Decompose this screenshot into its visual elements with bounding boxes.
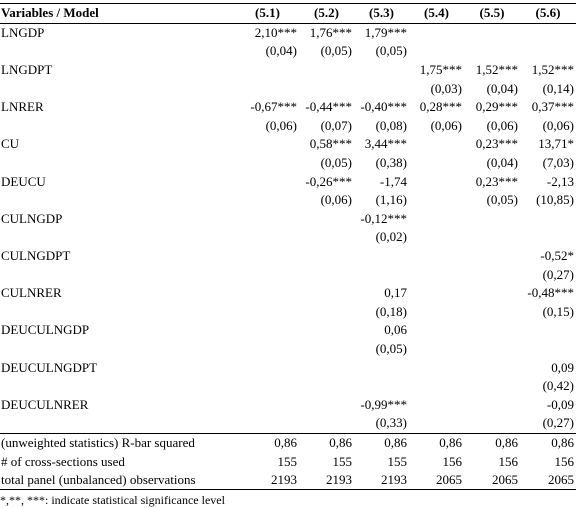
header-row [0, 4, 576, 24]
cell-model-1 [236, 284, 299, 303]
cell-model-2 [299, 395, 354, 414]
stderr-row [0, 117, 576, 136]
cell-model-4 [409, 377, 464, 396]
header-variables-model: Variables / Model [0, 4, 236, 24]
row-label [0, 154, 236, 173]
stderr-row [0, 42, 576, 61]
row-label: CU [1, 136, 20, 152]
cell-model-2 [299, 210, 354, 229]
stderr-row [0, 414, 576, 433]
coefficient-row [0, 247, 576, 266]
cell-model-2 [299, 321, 354, 340]
cell-model-3: (0,18) [375, 303, 407, 319]
cell-model-5 [464, 284, 520, 303]
footnote: *,**, ***: indicate statistical significance level [0, 493, 225, 507]
cell-model-5 [464, 395, 520, 414]
header-model-5-4: (5.4) [409, 4, 464, 24]
cell-model-4 [409, 321, 464, 340]
cell-model-6 [520, 340, 576, 359]
cell-model-5: (0,06) [486, 117, 518, 133]
cell-model-3: 0,86 [354, 433, 409, 452]
cell-model-2 [299, 303, 354, 322]
coefficient-row [0, 210, 576, 229]
cell-model-5 [464, 414, 520, 433]
cell-model-2: (0,07) [320, 117, 352, 133]
cell-model-2: 1,76*** [309, 24, 352, 40]
cell-model-5: 0,23*** [475, 136, 518, 152]
cell-model-3: (0,38) [375, 155, 407, 171]
cell-model-6: (10,85) [536, 192, 574, 208]
row-label: DEUCULNGDPT [1, 359, 98, 375]
cell-model-2: 0,58*** [309, 136, 352, 152]
cell-model-2: 155 [332, 453, 352, 469]
row-label: total panel (unbalanced) observations [0, 471, 236, 490]
stderr-row [0, 265, 576, 284]
cell-model-4 [409, 358, 464, 377]
cell-model-5: (0,05) [486, 192, 518, 208]
cell-model-2 [299, 228, 354, 247]
cell-model-3: (0,33) [375, 415, 407, 431]
cell-model-4: 0,86 [409, 433, 464, 452]
cell-model-2: 0,86 [299, 433, 354, 452]
row-label: # of cross-sections used [1, 453, 125, 469]
cell-model-6: 156 [554, 453, 574, 469]
cell-model-1 [236, 358, 299, 377]
header-model-5-2: (5.2) [299, 4, 354, 24]
row-label [0, 191, 236, 210]
cell-model-6: (7,03) [542, 155, 574, 171]
cell-model-2: (0,05) [320, 43, 352, 59]
cell-model-5 [464, 358, 520, 377]
cell-model-6: (0,06) [542, 117, 574, 133]
cell-model-3: -0,99*** [360, 396, 407, 412]
cell-model-2 [299, 340, 354, 359]
cell-model-2: -0,26*** [305, 173, 352, 189]
cell-model-3 [354, 247, 409, 266]
cell-model-6: (0,14) [542, 80, 574, 96]
cell-model-4 [409, 42, 464, 61]
cell-model-1 [236, 265, 299, 284]
coefficient-row [0, 321, 576, 340]
cell-model-6: -0,48*** [527, 285, 574, 301]
cell-model-5 [464, 265, 520, 284]
cell-model-4 [409, 247, 464, 266]
cell-model-4 [409, 414, 464, 433]
cell-model-1 [236, 154, 299, 173]
cell-model-4 [409, 265, 464, 284]
coefficient-row [0, 61, 576, 80]
cell-model-1: -0,67*** [250, 99, 297, 115]
cell-model-5: 1,52*** [475, 62, 518, 78]
row-label [0, 265, 236, 284]
cell-model-4 [409, 172, 464, 191]
cell-model-1: 2,10*** [254, 24, 297, 40]
cell-model-1 [236, 377, 299, 396]
cell-model-3: 0,06 [384, 322, 407, 338]
cell-model-6: 0,86 [520, 433, 576, 452]
cell-model-1 [236, 61, 299, 80]
cell-model-5: (0,04) [486, 80, 518, 96]
cell-model-1: 0,86 [236, 433, 299, 452]
row-label: (unweighted statistics) R-bar squared [0, 433, 236, 452]
row-label: LNGDP [1, 24, 45, 40]
coefficient-row [0, 395, 576, 414]
cell-model-6 [520, 210, 576, 229]
cell-model-5: 0,23*** [475, 173, 518, 189]
cell-model-3: -1,74 [379, 173, 407, 189]
cell-model-5: 2065 [464, 471, 520, 490]
stderr-row [0, 191, 576, 210]
cell-model-1: (0,04) [265, 43, 297, 59]
header-model-5-1: (5.1) [236, 4, 299, 24]
coefficient-row [0, 23, 576, 42]
cell-model-3: 0,17 [384, 285, 407, 301]
cell-model-2 [299, 79, 354, 98]
cell-model-5: (0,04) [486, 155, 518, 171]
cell-model-3: (0,05) [375, 43, 407, 59]
cell-model-3: -0,40*** [360, 99, 407, 115]
row-label [0, 414, 236, 433]
cell-model-4: 1,75*** [419, 62, 462, 78]
cell-model-1: 2193 [236, 471, 299, 490]
cell-model-3 [354, 377, 409, 396]
header-model-5-3: (5.3) [354, 4, 409, 24]
row-label: CULNGDP [1, 210, 63, 226]
row-label: DEUCU [1, 173, 46, 189]
cell-model-4: 0,28*** [419, 99, 462, 115]
row-label: DEUCULNGDP [1, 322, 90, 338]
header-model-5-5: (5.5) [464, 4, 520, 24]
cell-model-4 [409, 284, 464, 303]
cell-model-6: (0,42) [542, 378, 574, 394]
cell-model-1: (0,06) [265, 117, 297, 133]
cell-model-6: -0,09 [546, 396, 574, 412]
cell-model-3: (0,08) [375, 117, 407, 133]
regression-table [0, 3, 576, 490]
coefficient-row [0, 135, 576, 154]
cell-model-5: 0,29*** [475, 99, 518, 115]
cell-model-2 [299, 358, 354, 377]
cell-model-6: (0,15) [542, 303, 574, 319]
cell-model-5 [464, 321, 520, 340]
row-label [0, 340, 236, 359]
row-label [0, 79, 236, 98]
cell-model-1 [236, 191, 299, 210]
cell-model-3: -0,12*** [360, 210, 407, 226]
statistic-row [0, 452, 576, 471]
cell-model-4 [409, 303, 464, 322]
cell-model-4: (0,03) [430, 80, 462, 96]
cell-model-1 [236, 135, 299, 154]
cell-model-6 [520, 23, 576, 42]
cell-model-4 [409, 340, 464, 359]
cell-model-2 [299, 61, 354, 80]
row-label [0, 42, 236, 61]
cell-model-3: 155 [387, 453, 407, 469]
cell-model-3: 1,79*** [364, 24, 407, 40]
stderr-row [0, 228, 576, 247]
stderr-row [0, 340, 576, 359]
statistic-row [0, 471, 576, 490]
cell-model-2 [299, 377, 354, 396]
cell-model-4 [409, 191, 464, 210]
stderr-row [0, 377, 576, 396]
cell-model-1 [236, 172, 299, 191]
stderr-row [0, 154, 576, 173]
cell-model-6: 13,71* [538, 136, 574, 152]
cell-model-6 [520, 321, 576, 340]
row-label [0, 303, 236, 322]
cell-model-3 [354, 358, 409, 377]
cell-model-3 [354, 61, 409, 80]
cell-model-1 [236, 395, 299, 414]
cell-model-6: -2,13 [546, 173, 574, 189]
statistic-row [0, 433, 576, 452]
cell-model-6: 0,37*** [531, 99, 574, 115]
coefficient-row [0, 358, 576, 377]
row-label [0, 117, 236, 136]
row-label: DEUCULNRER [1, 396, 89, 412]
cell-model-5 [464, 42, 520, 61]
cell-model-4 [409, 23, 464, 42]
coefficient-row [0, 284, 576, 303]
cell-model-1 [236, 321, 299, 340]
stderr-row [0, 303, 576, 322]
cell-model-2 [299, 247, 354, 266]
row-label: CULNRER [1, 285, 62, 301]
cell-model-2: (0,06) [320, 192, 352, 208]
row-label [0, 377, 236, 396]
cell-model-1 [236, 210, 299, 229]
cell-model-3: (0,05) [375, 340, 407, 356]
cell-model-6: (0,27) [542, 266, 574, 282]
cell-model-1 [236, 340, 299, 359]
cell-model-1: 155 [277, 453, 297, 469]
cell-model-6 [520, 228, 576, 247]
cell-model-5 [464, 228, 520, 247]
cell-model-3 [354, 265, 409, 284]
cell-model-5 [464, 303, 520, 322]
cell-model-3 [354, 79, 409, 98]
coefficient-row [0, 98, 576, 117]
row-label: LNRER [1, 99, 44, 115]
cell-model-1 [236, 247, 299, 266]
cell-model-3: (0,02) [375, 229, 407, 245]
cell-model-6: (0,27) [542, 415, 574, 431]
cell-model-5 [464, 340, 520, 359]
cell-model-2: -0,44*** [305, 99, 352, 115]
cell-model-6: -0,52* [540, 248, 574, 264]
cell-model-4: (0,06) [430, 117, 462, 133]
cell-model-6: 2065 [520, 471, 576, 490]
table-body [0, 23, 576, 490]
cell-model-1 [236, 303, 299, 322]
cell-model-4: 2065 [409, 471, 464, 490]
cell-model-2 [299, 414, 354, 433]
cell-model-5 [464, 210, 520, 229]
cell-model-1 [236, 228, 299, 247]
cell-model-1 [236, 414, 299, 433]
cell-model-5 [464, 247, 520, 266]
cell-model-6 [520, 42, 576, 61]
header-model-5-6: (5.6) [520, 4, 576, 24]
cell-model-5 [464, 23, 520, 42]
row-label: LNGDPT [1, 62, 53, 78]
cell-model-5: 0,86 [464, 433, 520, 452]
cell-model-2: (0,05) [320, 155, 352, 171]
row-label: CULNGDPT [1, 248, 71, 264]
cell-model-2 [299, 265, 354, 284]
row-label [0, 228, 236, 247]
cell-model-6: 1,52*** [531, 62, 574, 78]
cell-model-4 [409, 154, 464, 173]
cell-model-3: 2193 [354, 471, 409, 490]
cell-model-5 [464, 377, 520, 396]
cell-model-4 [409, 210, 464, 229]
cell-model-4 [409, 135, 464, 154]
cell-model-3: 3,44*** [364, 136, 407, 152]
cell-model-4 [409, 228, 464, 247]
cell-model-6: 0,09 [551, 359, 574, 375]
cell-model-3: (1,16) [375, 192, 407, 208]
cell-model-5: 156 [498, 453, 518, 469]
cell-model-4: 156 [442, 453, 462, 469]
cell-model-1 [236, 79, 299, 98]
stderr-row [0, 79, 576, 98]
coefficient-row [0, 172, 576, 191]
cell-model-2: 2193 [299, 471, 354, 490]
cell-model-4 [409, 395, 464, 414]
cell-model-2 [299, 284, 354, 303]
